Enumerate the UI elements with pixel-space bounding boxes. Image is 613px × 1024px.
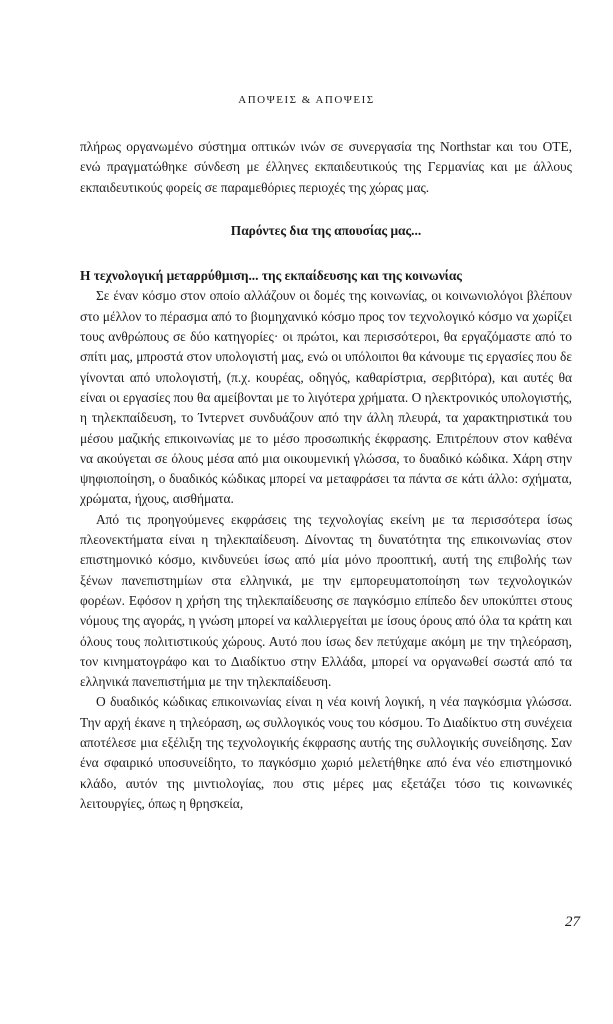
continuation-paragraph: πλήρως οργανωμένο σύστημα οπτικών ινών σε συνεργασία της Northstar και του ΟΤΕ, ενώ πραγματώθηκε σύνδεση με έλληνες εκπαιδευτικούς της Γερμανίας και με άλλους εκπαιδευτικούς φορείς σε παραμεθόριες περιοχές της χώρας μας.	[80, 139, 572, 195]
page-body	[80, 137, 572, 814]
body-paragraph: Ο δυαδικός κώδικας επικοινωνίας είναι η νέα κοινή λογική, η νέα παγκόσμια γλώσσα. Την αρχή έκανε η τηλεόραση, ως συλλογικός νους του κόσμου. Το Διαδίκτυο στη συνέχεια αποτέλεσε μια εξέλιξη της τεχνολογικής έκφρασης αυτής της συλλογικής συνείδησης. Σαν ένα σφαιρικό υποσυνείδητο, το παγκόσμιο χωριό μελετήθηκε από ένα νέο επιστημονικό κλάδο, αυτόν της μιντιολογίας, που στις μέρες μας εξετάζει τόσο τις κοινωνικές λειτουργίες, όπως η θρησκεία,	[80, 694, 572, 811]
subheading: Η τεχνολογική μεταρρύθμιση... της εκπαίδευσης και της κοινωνίας	[80, 268, 462, 284]
body-paragraph: Από τις προηγούμενες εκφράσεις της τεχνολογίας εκείνη με τα περισσότερα ίσως πλεονεκτήματα είναι η τηλεκπαίδευση. Δίνοντας τη δυνατότητα της επικοινωνίας στον επιστημονικό κόσμο, κινδυνεύει ίσως από μία μόνο προοπτική, αυτή της επιβολής των ξένων πανεπιστημίων στα ελληνικά, με την εμπορευματοποίηση των τεχνολογικών φορέων. Εφόσον η χρήση της τηλεκπαίδευσης σε παγκόσμιο επίπεδο δεν υποκύπτει στους νόμους της αγοράς, η γνώση μπορεί να καλλιεργείται με ίσους όρους από όλα τα κράτη και όλους τους πολιτιστικούς χώρους. Αυτό που ίσως δεν πετύχαμε ακόμη με την τηλεόραση, τον κινηματογράφο και το Διαδίκτυο στην Ελλάδα, μπορεί να οργανωθεί σωστά από τα ελληνικά πανεπιστήμια με την τηλεκπαίδευση.	[80, 511, 572, 690]
running-header: ΑΠΟΨΕΙΣ & ΑΠΟΨΕΙΣ	[238, 94, 375, 106]
page-number: 27	[565, 914, 580, 930]
body-paragraph: Σε έναν κόσμο στον οποίο αλλάζουν οι δομές της κοινωνίας, οι κοινωνιολόγοι βλέπουν στο μέλλον το πέρασμα από το βιομηχανικό κόσμο προς τον τεχνολογικό κόσμο να χωρίζει τους ανθρώπους σε δύο κατηγορίες· οι πρώτοι, και περισσότεροι, θα εργαζόμαστε από το σπίτι μας, μπροστά στον υπολογιστή μας, ενώ οι υπόλοιποι θα κάνουμε τις εργασίες που δε γίνονται από υπολογιστή, (π.χ. κουρέας, οδηγός, καθαρίστρια, σερβιτόρα), και αυτές θα είναι οι εργασίες που θα αμείβονται με το λιγότερα χρήματα. Ο ηλεκτρονικός υπολογιστής, η τηλεκπαίδευση, το Ίντερνετ συνδυάζουν από την άλλη πλευρά, τα χαρακτηριστικά του μέσου μαζικής επικοινωνίας με το μέσο προσωπικής έκφρασης. Επιτρέπουν στον καθένα να ακούγεται σε όλους μέσα από μια οικουμενική γλώσσα, το δυαδικό κώδικα. Χάρη στην ψηφιοποίηση, ο δυαδικός κώδικας μπορεί να μεταφράσει τα πάντα σε κάτι άλλο: σχήματα, χρώματα, ήχους, αισθήματα.	[80, 288, 572, 507]
section-title: Παρόντες δια της απουσίας μας...	[230, 222, 422, 238]
